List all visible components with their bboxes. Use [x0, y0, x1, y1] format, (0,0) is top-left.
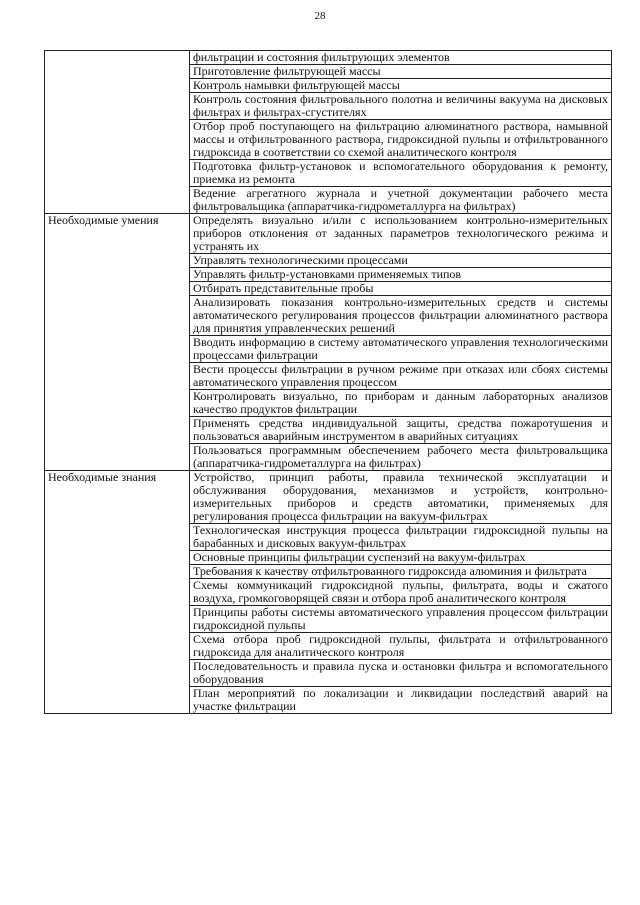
page-number: 28: [314, 10, 326, 22]
requirement-item: Подготовка фильтр-установок и вспомогательного оборудования к ремонту, приемка из ремонта: [190, 160, 612, 187]
section-label: Необходимые знания: [45, 471, 190, 714]
requirement-item: Контроль состояния фильтровального полотна и величины вакуума на дисковых фильтрах и фильтрах-сгустителях: [190, 93, 612, 120]
requirement-item: Контролировать визуально, по приборам и данным лабораторных анализов качество продуктов фильтрации: [190, 390, 612, 417]
requirement-item: Определять визуально и/или с использованием контрольно-измерительных приборов отклонения от заданных параметров технологического режима и устранять их: [190, 214, 612, 254]
requirement-item: Вводить информацию в систему автоматического управления технологическими процессами фильтрации: [190, 336, 612, 363]
requirement-item: Устройство, принцип работы, правила технической эксплуатации и обслуживания оборудования, механизмов и устройств, контрольно-измерительных приборов и средств автоматики, применяемых для регулирования процесса фильтрации на вакуум-фильтрах: [190, 471, 612, 524]
requirement-item: фильтрации и состояния фильтрующих элементов: [190, 51, 612, 65]
requirement-item: Требования к качеству отфильтрованного гидроксида алюминия и фильтрата: [190, 565, 612, 579]
requirement-item: Анализировать показания контрольно-измерительных средств и системы автоматического регулирования процессов фильтрации алюминатного раствора для принятия управленческих решений: [190, 296, 612, 336]
requirement-item: Схемы коммуникаций гидроксидной пульпы, фильтрата, воды и сжатого воздуха, громкоговорящей связи и отбора проб аналитического контроля: [190, 579, 612, 606]
table-row: [45, 214, 612, 254]
requirement-item: Приготовление фильтрующей массы: [190, 65, 612, 79]
requirement-item: План мероприятий по локализации и ликвидации последствий аварий на участке фильтрации: [190, 687, 612, 714]
requirement-item: Контроль намывки фильтрующей массы: [190, 79, 612, 93]
requirement-item: Применять средства индивидуальной защиты, средства пожаротушения и пользоваться аварийным инструментом в аварийных ситуациях: [190, 417, 612, 444]
requirement-item: Последовательность и правила пуска и остановки фильтра и вспомогательного оборудования: [190, 660, 612, 687]
table-row: [45, 471, 612, 524]
requirement-item: Схема отбора проб гидроксидной пульпы, фильтрата и отфильтрованного гидроксида для аналитического контроля: [190, 633, 612, 660]
requirement-item: Управлять фильтр-установками применяемых типов: [190, 268, 612, 282]
section-label: [45, 51, 190, 214]
requirement-item: Ведение агрегатного журнала и учетной документации рабочего места фильтровальщика (аппаратчика-гидрометаллурга на фильтрах): [190, 187, 612, 214]
requirement-item: Отбирать представительные пробы: [190, 282, 612, 296]
requirement-item: Основные принципы фильтрации суспензий на вакуум-фильтрах: [190, 551, 612, 565]
requirement-item: Принципы работы системы автоматического управления процессом фильтрации гидроксидной пульпы: [190, 606, 612, 633]
requirement-item: Технологическая инструкция процесса фильтрации гидроксидной пульпы на барабанных и дисковых вакуум-фильтрах: [190, 524, 612, 551]
requirement-item: Отбор проб поступающего на фильтрацию алюминатного раствора, намывной массы и отфильтрованного раствора, гидроксидной пульпы и отфильтрованного гидроксида в соответствии со схемой аналитического контроля: [190, 120, 612, 160]
requirement-item: Управлять технологическими процессами: [190, 254, 612, 268]
requirement-item: Пользоваться программным обеспечением рабочего места фильтровальщика (аппаратчика-гидрометаллурга на фильтрах): [190, 444, 612, 471]
requirement-item: Вести процессы фильтрации в ручном режиме при отказах или сбоях системы автоматического управления процессом: [190, 363, 612, 390]
table-row: [45, 51, 612, 65]
competency-table-body: [45, 51, 612, 714]
competency-table: [44, 50, 612, 714]
section-label: Необходимые умения: [45, 214, 190, 471]
